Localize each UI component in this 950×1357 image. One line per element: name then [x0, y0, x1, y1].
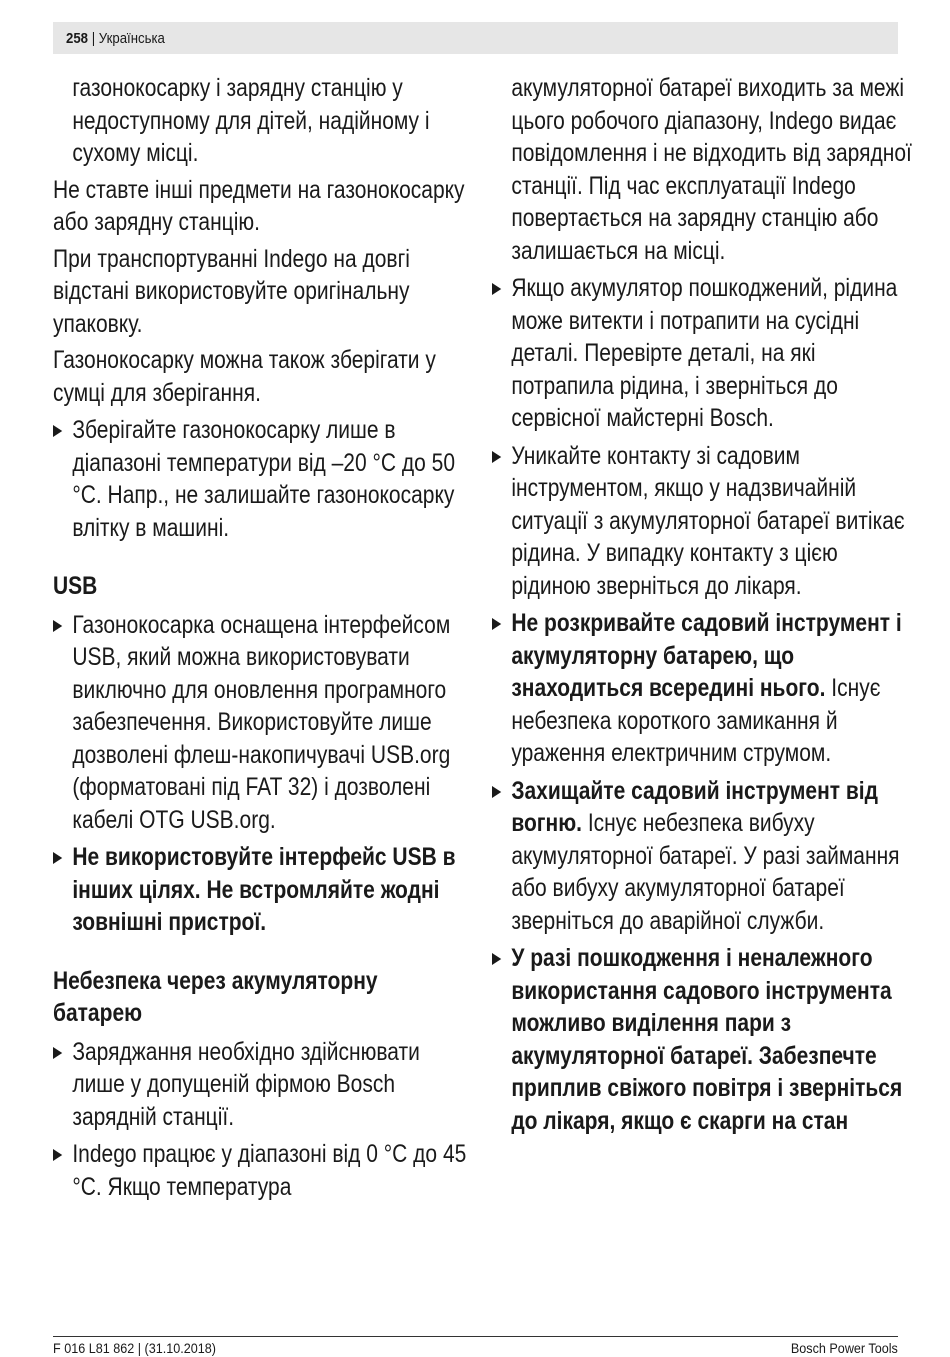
- list-item-text: Заряджання необхідно здійснювати лише у допущеній фірмою Bosch зарядній станції.: [72, 1037, 420, 1131]
- bullet-arrow-icon: [53, 1047, 62, 1059]
- footer-divider: [53, 1336, 898, 1337]
- bullet-arrow-icon: [53, 852, 62, 864]
- list-item-text: Існує небезпека вибуху акумуляторної батареї. У разі займання або вибуху акумуляторної батареї зверніться до аварійної служби.: [511, 809, 900, 935]
- paragraph: Не ставте інші предмети на газонокосарку або зарядну станцію.: [53, 175, 465, 236]
- list-item-text: У разі пошкодження і неналежного використання садового інструмента можливо виділення пари з акумуляторної батареї. Забезпечте приплив свіжого повітря і зверніться до лікаря, якщо є скарги на стан: [511, 944, 903, 1135]
- list-item: [492, 440, 913, 603]
- paragraph: акумуляторної батареї виходить за межі цього робочого діапазону, Indego видає повідомлення і не відходить від зарядної станції. Під час експлуатації Indego повертається на зарядну станцію або залишається на місці.: [511, 74, 912, 265]
- section-title-battery: Небезпека через акумуляторну батарею: [53, 966, 378, 1027]
- list-item-text: Газонокосарка оснащена інтерфейсом USB, який можна використовувати виключно для оновлення програмного забезпечення. Використовуйте лише дозволені флеш-накопичувачі USB.org (форматовані під FAT 32) і дозволені кабелі OTG USB.org.: [72, 610, 451, 834]
- header-text: [66, 30, 165, 48]
- list-item: [492, 775, 913, 938]
- bullet-arrow-icon: [53, 1149, 62, 1161]
- bullet-arrow-icon: [492, 786, 501, 798]
- list-item: [492, 272, 913, 435]
- list-item: [53, 1138, 469, 1203]
- header-language: Українська: [98, 30, 165, 47]
- bullet-arrow-icon: [492, 283, 501, 295]
- header-separator: |: [88, 30, 99, 47]
- list-item-text: Не використовуйте інтерфейс USB в інших цілях. Не встромляйте жодні зовнішні пристрої.: [72, 843, 456, 936]
- list-item-text: Indego працює у діапазоні від 0 °C до 45 °C. Якщо температура: [72, 1140, 467, 1201]
- list-item-text: Якщо акумулятор пошкоджений, рідина може витекти і потрапити на сусідні деталі. Перевірте деталі, на які потрапила рідина, і зверніться до сервісної майстерні Bosch.: [511, 274, 898, 432]
- footer-brand: Bosch Power Tools: [791, 1340, 898, 1356]
- page-header: [53, 22, 898, 54]
- footer-doc-code: F 016 L81 862 | (31.10.2018): [53, 1340, 216, 1356]
- paragraph: газонокосарку і зарядну станцію у недоступному для дітей, надійному і сухому місці.: [72, 74, 430, 167]
- list-item-text: Уникайте контакту зі садовим інструментом, якщо у надзвичайній ситуації з акумуляторної батареї витікає рідина. У випадку контакту з цією рідиною зверніться до лікаря.: [511, 441, 905, 600]
- list-item: [53, 609, 469, 837]
- left-column: [53, 72, 493, 1208]
- bullet-arrow-icon: [53, 620, 62, 632]
- list-item-text: Зберігайте газонокосарку лише в діапазоні температури від –20 °C до 50 °C. Напр., не залишайте газонокосарку влітку в машині.: [72, 416, 456, 542]
- paragraph: Газонокосарку можна також зберігати у сумці для зберігання.: [53, 346, 436, 407]
- bullet-arrow-icon: [492, 953, 501, 965]
- list-item-text: Існує небезпека короткого замикання й ураження електричним струмом.: [511, 674, 881, 767]
- right-column: [492, 72, 932, 1142]
- list-item: [53, 841, 469, 939]
- page-number: 258: [66, 30, 89, 47]
- list-item: [492, 942, 913, 1137]
- bullet-arrow-icon: [53, 425, 62, 437]
- list-item: [53, 1036, 469, 1134]
- list-item: [53, 414, 469, 544]
- list-item: [492, 607, 913, 770]
- bullet-arrow-icon: [492, 451, 501, 463]
- list-item-bold-text: Не розкривайте садовий інструмент і акумуляторну батарею, що знаходиться всередині нього.: [511, 609, 902, 702]
- list-item-bold-text: Захищайте садовий інструмент від вогню.: [511, 776, 878, 837]
- bullet-arrow-icon: [492, 618, 501, 630]
- paragraph: При транспортуванні Indego на довгі відстані використовуйте оригінальну упаковку.: [53, 244, 410, 338]
- section-title-usb: USB: [53, 572, 98, 600]
